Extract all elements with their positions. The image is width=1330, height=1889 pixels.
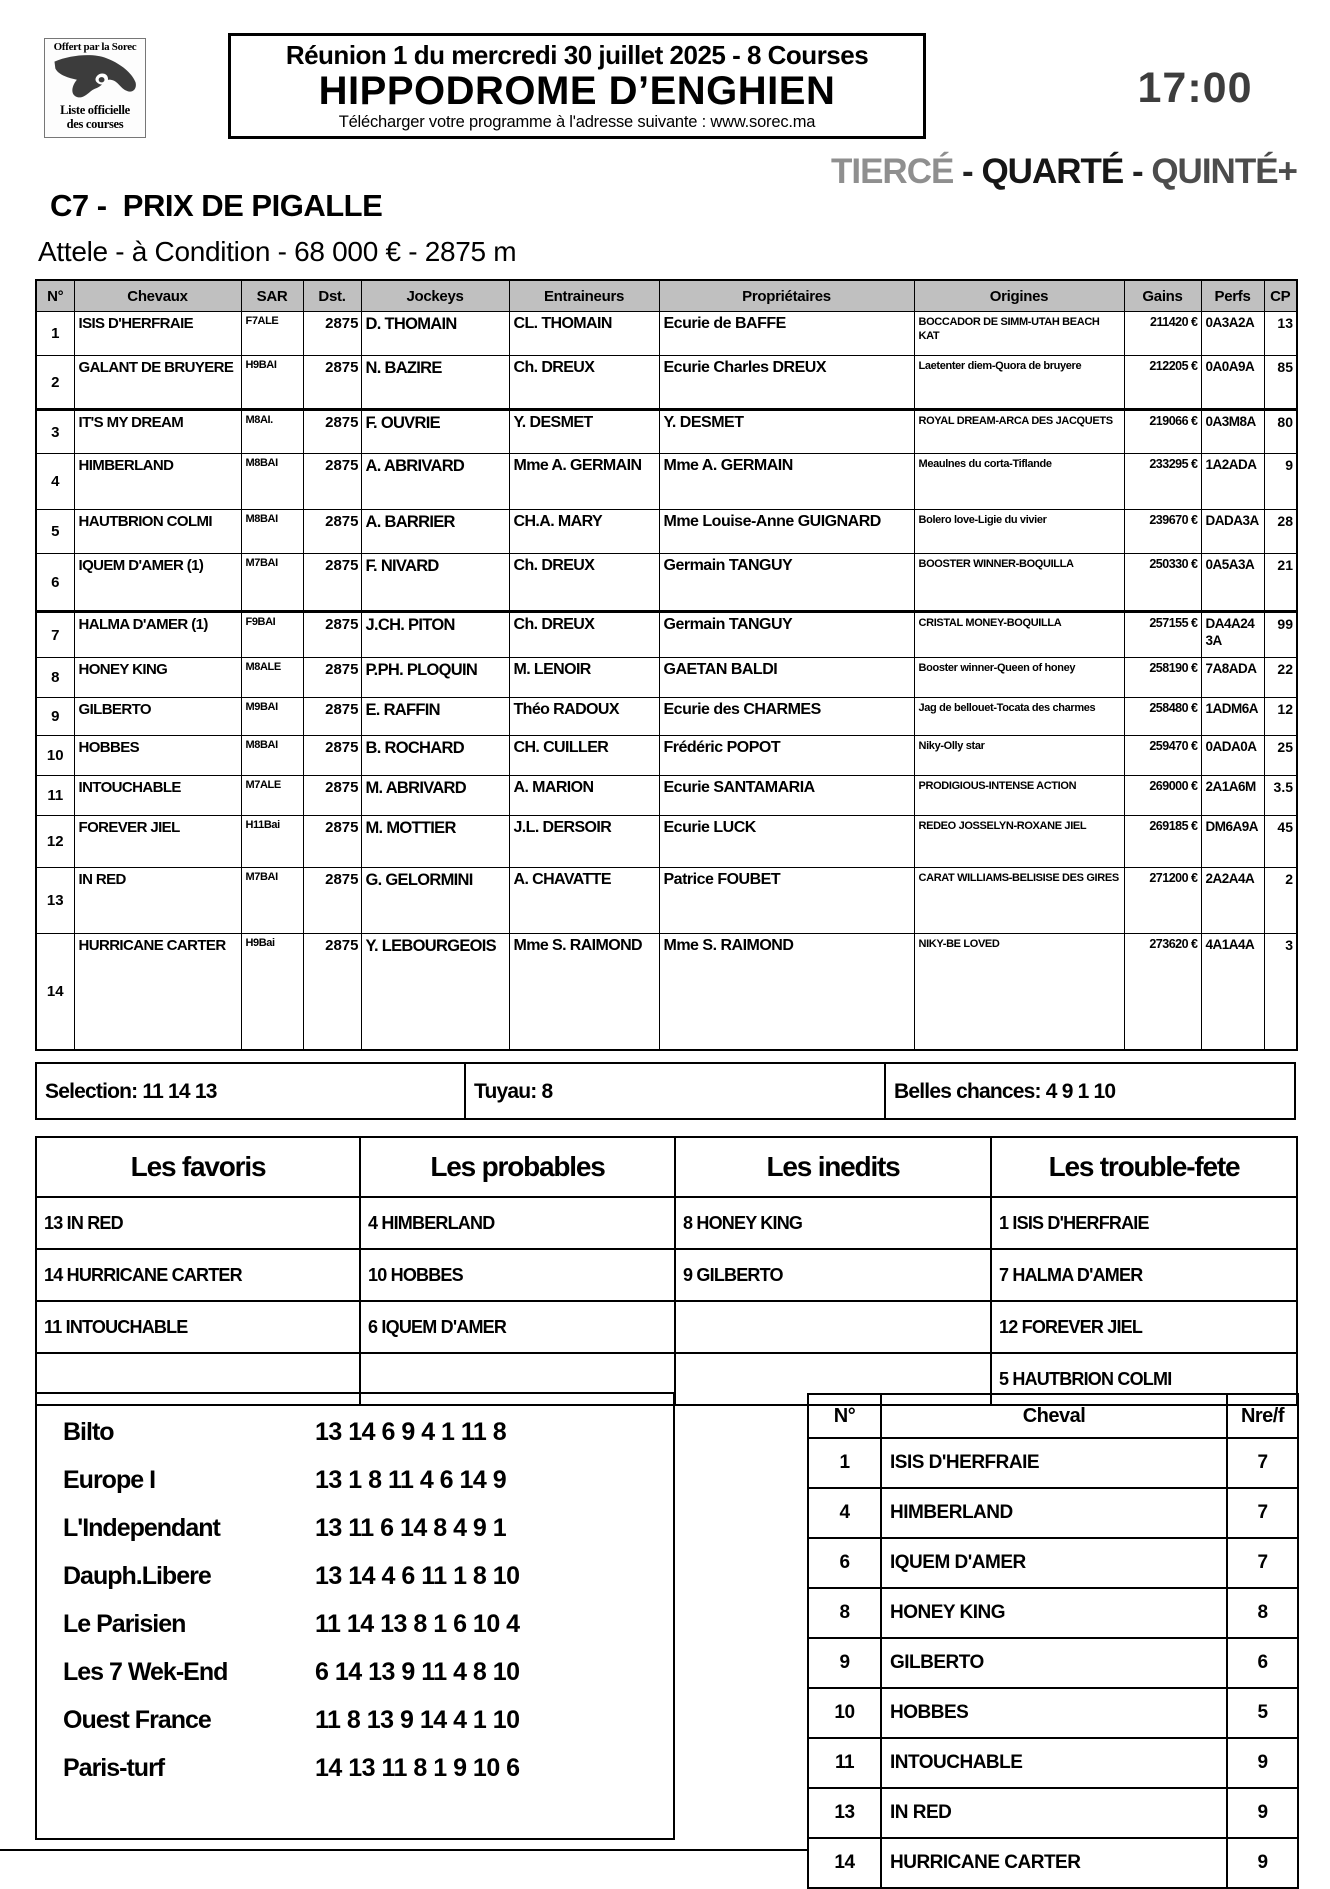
runner-number: 9 <box>36 698 74 736</box>
col-header-jockeys: Jockeys <box>361 280 509 312</box>
press-picks-numbers: 6 14 13 9 11 4 8 10 <box>315 1657 520 1686</box>
partants-header-row <box>808 1394 1298 1438</box>
runner-perfs: 1A2ADA <box>1201 454 1264 510</box>
bet-types-line <box>831 152 1297 192</box>
runner-row <box>36 658 1297 698</box>
race-start-time: 17:00 <box>1137 64 1253 112</box>
sorec-horse-icon <box>45 53 145 103</box>
partants-horse-name: IQUEM D'AMER <box>881 1538 1227 1588</box>
partants-horse-name: HURRICANE CARTER <box>881 1838 1227 1888</box>
runner-origins: Niky-Olly star <box>914 736 1124 776</box>
runner-perfs: 2A2A4A <box>1201 868 1264 934</box>
runner-horse-name: HALMA D'AMER (1) <box>74 612 241 658</box>
runner-owner: Ecurie Charles DREUX <box>659 356 914 410</box>
runner-owner: Ecurie des CHARMES <box>659 698 914 736</box>
runner-trainer: J.L. DERSOIR <box>509 816 659 868</box>
runner-sar: M7BAI <box>241 554 303 612</box>
runner-owner: Mme A. GERMAIN <box>659 454 914 510</box>
runner-distance: 2875 <box>303 658 361 698</box>
runner-owner: Germain TANGUY <box>659 612 914 658</box>
runner-jockey: D. THOMAIN <box>361 312 509 356</box>
runner-origins: BOOSTER WINNER-BOQUILLA <box>914 554 1124 612</box>
race-conditions: Attele - à Condition - 68 000 € - 2875 m <box>38 236 517 267</box>
runner-jockey: E. RAFFIN <box>361 698 509 736</box>
partants-row <box>808 1638 1298 1688</box>
runner-number: 1 <box>36 312 74 356</box>
runner-jockey: M. MOTTIER <box>361 816 509 868</box>
runner-horse-name: INTOUCHABLE <box>74 776 241 816</box>
press-row <box>37 1456 673 1504</box>
hippodrome-name: HIPPODROME D’ENGHIEN <box>318 69 836 114</box>
bet-tierce: TIERCÉ <box>830 152 954 191</box>
runner-sar: M8AI. <box>241 410 303 454</box>
runner-sar: H9BAI <box>241 356 303 410</box>
partants-number: 10 <box>808 1688 881 1738</box>
partants-section <box>807 1393 1299 1889</box>
press-row <box>37 1744 673 1792</box>
runner-origins: CRISTAL MONEY-BOQUILLA <box>914 612 1124 658</box>
runner-cp: 13 <box>1264 312 1297 356</box>
partants-runs-count: 6 <box>1227 1638 1298 1688</box>
runner-number: 2 <box>36 356 74 410</box>
runner-row <box>36 410 1297 454</box>
sorec-logo-box <box>44 38 146 138</box>
partants-number: 11 <box>808 1738 881 1788</box>
press-newspaper-name: Paris-turf <box>63 1753 165 1782</box>
partants-runs-count: 9 <box>1227 1738 1298 1788</box>
runner-distance: 2875 <box>303 868 361 934</box>
runner-row <box>36 934 1297 1051</box>
partants-row <box>808 1488 1298 1538</box>
belles-chances-cell: Belles chances: 4 9 1 10 <box>884 1064 1294 1118</box>
runner-owner: Y. DESMET <box>659 410 914 454</box>
inedits-cell: 9 GILBERTO <box>675 1249 991 1301</box>
partants-runs-count: 7 <box>1227 1488 1298 1538</box>
runner-earnings: 211420 € <box>1124 312 1201 356</box>
runner-row <box>36 312 1297 356</box>
runner-earnings: 259470 € <box>1124 736 1201 776</box>
press-picks-numbers: 11 14 13 8 1 6 10 4 <box>315 1609 520 1638</box>
runner-earnings: 233295 € <box>1124 454 1201 510</box>
press-newspaper-name: Europe I <box>63 1465 156 1494</box>
partants-horse-name: ISIS D'HERFRAIE <box>881 1438 1227 1488</box>
runner-origins: Booster winner-Queen of honey <box>914 658 1124 698</box>
pronostics-header-row <box>36 1137 1297 1197</box>
runner-earnings: 269000 € <box>1124 776 1201 816</box>
runner-owner: Patrice FOUBET <box>659 868 914 934</box>
runner-horse-name: HIMBERLAND <box>74 454 241 510</box>
press-picks-numbers: 13 1 8 11 4 6 14 9 <box>315 1465 507 1494</box>
runner-horse-name: HONEY KING <box>74 658 241 698</box>
bet-separator: - <box>1123 152 1152 191</box>
partants-col-number: N° <box>808 1394 881 1438</box>
runner-sar: M8BAI <box>241 454 303 510</box>
header-les-trouble-fete: Les trouble-fete <box>991 1137 1297 1197</box>
selection-bar <box>35 1062 1296 1120</box>
press-newspaper-name: L'Independant <box>63 1513 220 1542</box>
runner-trainer: A. MARION <box>509 776 659 816</box>
runner-row <box>36 868 1297 934</box>
runner-trainer: Théo RADOUX <box>509 698 659 736</box>
runner-cp: 99 <box>1264 612 1297 658</box>
runners-table-wrap <box>35 279 1296 1051</box>
runner-perfs: 0A0A9A <box>1201 356 1264 410</box>
press-newspaper-name: Les 7 Wek-End <box>63 1657 228 1686</box>
header-les-probables: Les probables <box>360 1137 675 1197</box>
runner-jockey: J.CH. PITON <box>361 612 509 658</box>
runner-cp: 25 <box>1264 736 1297 776</box>
runner-horse-name: IQUEM D'AMER (1) <box>74 554 241 612</box>
runner-distance: 2875 <box>303 454 361 510</box>
runner-origins: PRODIGIOUS-INTENSE ACTION <box>914 776 1124 816</box>
partants-row <box>808 1688 1298 1738</box>
runner-trainer: M. LENOIR <box>509 658 659 698</box>
runner-number: 12 <box>36 816 74 868</box>
col-header-perfs: Perfs <box>1201 280 1264 312</box>
runner-cp: 28 <box>1264 510 1297 554</box>
runner-horse-name: GALANT DE BRUYERE <box>74 356 241 410</box>
runner-earnings: 269185 € <box>1124 816 1201 868</box>
bet-quarte: QUARTÉ <box>981 152 1124 191</box>
favoris-cell: 11 INTOUCHABLE <box>36 1301 360 1353</box>
partants-number: 4 <box>808 1488 881 1538</box>
runner-number: 5 <box>36 510 74 554</box>
runner-sar: H9Bai <box>241 934 303 1051</box>
runner-distance: 2875 <box>303 934 361 1051</box>
runner-sar: F7ALE <box>241 312 303 356</box>
runner-origins: Jag de bellouet-Tocata des charmes <box>914 698 1124 736</box>
runner-distance: 2875 <box>303 698 361 736</box>
runner-horse-name: HURRICANE CARTER <box>74 934 241 1051</box>
runner-earnings: 219066 € <box>1124 410 1201 454</box>
runner-trainer: A. CHAVATTE <box>509 868 659 934</box>
page-bottom-rule <box>0 1849 808 1851</box>
runner-earnings: 239670 € <box>1124 510 1201 554</box>
runner-distance: 2875 <box>303 554 361 612</box>
partants-number: 1 <box>808 1438 881 1488</box>
runner-cp: 3 <box>1264 934 1297 1051</box>
partants-runs-count: 8 <box>1227 1588 1298 1638</box>
runner-cp: 2 <box>1264 868 1297 934</box>
partants-horse-name: IN RED <box>881 1788 1227 1838</box>
runner-distance: 2875 <box>303 356 361 410</box>
col-header-cp: CP <box>1264 280 1297 312</box>
col-header-entraineurs: Entraineurs <box>509 280 659 312</box>
runner-horse-name: IT'S MY DREAM <box>74 410 241 454</box>
horse-head-icon <box>51 53 139 103</box>
partants-row <box>808 1788 1298 1838</box>
runner-owner: Frédéric POPOT <box>659 736 914 776</box>
partants-table <box>807 1393 1299 1889</box>
press-picks-numbers: 13 14 4 6 11 1 8 10 <box>315 1561 520 1590</box>
press-row <box>37 1600 673 1648</box>
runner-number: 11 <box>36 776 74 816</box>
runner-owner: Germain TANGUY <box>659 554 914 612</box>
runner-sar: M8BAI <box>241 736 303 776</box>
runner-distance: 2875 <box>303 612 361 658</box>
press-row <box>37 1696 673 1744</box>
press-newspaper-name: Le Parisien <box>63 1609 186 1638</box>
col-header-sar: SAR <box>241 280 303 312</box>
partants-col-nref: Nre/f <box>1227 1394 1298 1438</box>
runner-number: 4 <box>36 454 74 510</box>
runner-perfs: 0A5A3A <box>1201 554 1264 612</box>
meeting-header-box <box>228 33 926 139</box>
runner-sar: M9BAI <box>241 698 303 736</box>
runner-perfs: DA4A243A <box>1201 612 1264 658</box>
runner-origins: NIKY-BE LOVED <box>914 934 1124 1051</box>
partants-col-cheval: Cheval <box>881 1394 1227 1438</box>
runner-origins: BOCCADOR DE SIMM-UTAH BEACH KAT <box>914 312 1124 356</box>
runner-perfs: 0A3M8A <box>1201 410 1264 454</box>
runner-trainer: Mme S. RAIMOND <box>509 934 659 1051</box>
runners-table <box>35 279 1298 1051</box>
logo-caption-top: Offert par la Sorec <box>53 41 137 53</box>
press-picks-numbers: 14 13 11 8 1 9 10 6 <box>315 1753 520 1782</box>
runner-owner: Ecurie de BAFFE <box>659 312 914 356</box>
bet-quinte: QUINTÉ+ <box>1151 152 1297 191</box>
runner-owner: Mme S. RAIMOND <box>659 934 914 1051</box>
partants-runs-count: 7 <box>1227 1538 1298 1588</box>
runner-trainer: CL. THOMAIN <box>509 312 659 356</box>
runner-trainer: Mme A. GERMAIN <box>509 454 659 510</box>
partants-horse-name: HIMBERLAND <box>881 1488 1227 1538</box>
press-newspaper-name: Dauph.Libere <box>63 1561 211 1590</box>
runner-earnings: 258190 € <box>1124 658 1201 698</box>
col-header-chevaux: Chevaux <box>74 280 241 312</box>
runner-sar: M7BAI <box>241 868 303 934</box>
press-picks-box <box>35 1392 675 1840</box>
bet-separator: - <box>953 152 982 191</box>
runner-distance: 2875 <box>303 736 361 776</box>
runner-perfs: 0ADA0A <box>1201 736 1264 776</box>
partants-number: 9 <box>808 1638 881 1688</box>
runner-number: 13 <box>36 868 74 934</box>
race-title: C7 - PRIX DE PIGALLE <box>50 188 383 223</box>
runner-horse-name: FOREVER JIEL <box>74 816 241 868</box>
partants-runs-count: 9 <box>1227 1788 1298 1838</box>
favoris-cell: 14 HURRICANE CARTER <box>36 1249 360 1301</box>
runner-perfs: 1ADM6A <box>1201 698 1264 736</box>
runner-jockey: A. BARRIER <box>361 510 509 554</box>
header-les-favoris: Les favoris <box>36 1137 360 1197</box>
runner-row <box>36 356 1297 410</box>
runner-number: 14 <box>36 934 74 1051</box>
partants-horse-name: INTOUCHABLE <box>881 1738 1227 1788</box>
logo-caption-line1: Liste officielle <box>60 103 130 117</box>
pronostics-table <box>35 1136 1298 1406</box>
press-newspaper-name: Ouest France <box>63 1705 211 1734</box>
runner-row <box>36 816 1297 868</box>
partants-runs-count: 5 <box>1227 1688 1298 1738</box>
col-header-proprietaires: Propriétaires <box>659 280 914 312</box>
inedits-cell: 8 HONEY KING <box>675 1197 991 1249</box>
meeting-title: Réunion 1 du mercredi 30 juillet 2025 - 8 Courses <box>285 40 869 71</box>
press-row <box>37 1552 673 1600</box>
runner-origins: ROYAL DREAM-ARCA DES JACQUETS <box>914 410 1124 454</box>
runner-cp: 9 <box>1264 454 1297 510</box>
runner-sar: H11Bai <box>241 816 303 868</box>
runner-row <box>36 776 1297 816</box>
press-row <box>37 1648 673 1696</box>
runner-row <box>36 554 1297 612</box>
partants-row <box>808 1738 1298 1788</box>
runner-perfs: 0A3A2A <box>1201 312 1264 356</box>
col-header-dst: Dst. <box>303 280 361 312</box>
tuyau-cell: Tuyau: 8 <box>464 1064 884 1118</box>
runner-perfs: 7A8ADA <box>1201 658 1264 698</box>
runner-row <box>36 454 1297 510</box>
press-row <box>37 1504 673 1552</box>
partants-number: 8 <box>808 1588 881 1638</box>
runner-trainer: CH. CUILLER <box>509 736 659 776</box>
runner-trainer: Ch. DREUX <box>509 612 659 658</box>
partants-row <box>808 1438 1298 1488</box>
runner-distance: 2875 <box>303 510 361 554</box>
probables-cell: 10 HOBBES <box>360 1249 675 1301</box>
runner-earnings: 271200 € <box>1124 868 1201 934</box>
runner-cp: 45 <box>1264 816 1297 868</box>
runner-earnings: 250330 € <box>1124 554 1201 612</box>
col-header-origines: Origines <box>914 280 1124 312</box>
partants-row <box>808 1538 1298 1588</box>
runner-sar: M8BAI <box>241 510 303 554</box>
runner-perfs: 2A1A6M <box>1201 776 1264 816</box>
runner-owner: Mme Louise-Anne GUIGNARD <box>659 510 914 554</box>
runner-trainer: Y. DESMET <box>509 410 659 454</box>
runner-jockey: F. OUVRIE <box>361 410 509 454</box>
runner-owner: Ecurie LUCK <box>659 816 914 868</box>
partants-number: 13 <box>808 1788 881 1838</box>
runner-cp: 21 <box>1264 554 1297 612</box>
probables-cell: 6 IQUEM D'AMER <box>360 1301 675 1353</box>
runner-row <box>36 736 1297 776</box>
runner-number: 6 <box>36 554 74 612</box>
header-les-inedits: Les inedits <box>675 1137 991 1197</box>
trouble-fete-cell: 7 HALMA D'AMER <box>991 1249 1297 1301</box>
trouble-fete-cell: 12 FOREVER JIEL <box>991 1301 1297 1353</box>
partants-row <box>808 1838 1298 1888</box>
runner-cp: 3.5 <box>1264 776 1297 816</box>
col-header-number: N° <box>36 280 74 312</box>
logo-caption-line2: des courses <box>66 117 124 131</box>
runner-jockey: A. ABRIVARD <box>361 454 509 510</box>
runner-earnings: 212205 € <box>1124 356 1201 410</box>
runner-distance: 2875 <box>303 776 361 816</box>
download-hint: Télécharger votre programme à l'adresse suivante : www.sorec.ma <box>338 112 816 131</box>
probables-cell: 4 HIMBERLAND <box>360 1197 675 1249</box>
runner-trainer: Ch. DREUX <box>509 356 659 410</box>
pronostics-row <box>36 1197 1297 1249</box>
pronostics-row <box>36 1301 1297 1353</box>
press-row <box>37 1408 673 1456</box>
partants-runs-count: 9 <box>1227 1838 1298 1888</box>
inedits-cell <box>675 1301 991 1353</box>
partants-horse-name: GILBERTO <box>881 1638 1227 1688</box>
press-newspaper-name: Bilto <box>63 1417 114 1446</box>
runner-jockey: M. ABRIVARD <box>361 776 509 816</box>
runner-jockey: P.PH. PLOQUIN <box>361 658 509 698</box>
runner-jockey: N. BAZIRE <box>361 356 509 410</box>
runner-jockey: G. GELORMINI <box>361 868 509 934</box>
runner-sar: M7ALE <box>241 776 303 816</box>
runner-sar: F9BAI <box>241 612 303 658</box>
runner-trainer: CH.A. MARY <box>509 510 659 554</box>
trouble-fete-cell: 5 HAUTBRION COLMI <box>991 1353 1297 1405</box>
runner-jockey: Y. LEBOURGEOIS <box>361 934 509 1051</box>
runner-earnings: 257155 € <box>1124 612 1201 658</box>
pronostics-row <box>36 1249 1297 1301</box>
runner-earnings: 258480 € <box>1124 698 1201 736</box>
runner-distance: 2875 <box>303 816 361 868</box>
runner-jockey: F. NIVARD <box>361 554 509 612</box>
runner-cp: 12 <box>1264 698 1297 736</box>
runner-cp: 85 <box>1264 356 1297 410</box>
partants-row <box>808 1588 1298 1638</box>
runner-trainer: Ch. DREUX <box>509 554 659 612</box>
pronostics-section <box>35 1136 1298 1406</box>
runner-distance: 2875 <box>303 312 361 356</box>
partants-number: 6 <box>808 1538 881 1588</box>
runner-number: 3 <box>36 410 74 454</box>
press-picks-numbers: 13 14 6 9 4 1 11 8 <box>315 1417 507 1446</box>
runner-jockey: B. ROCHARD <box>361 736 509 776</box>
runner-sar: M8ALE <box>241 658 303 698</box>
runner-perfs: DADA3A <box>1201 510 1264 554</box>
runner-cp: 80 <box>1264 410 1297 454</box>
press-picks-numbers: 13 11 6 14 8 4 9 1 <box>315 1513 507 1542</box>
runner-number: 8 <box>36 658 74 698</box>
press-picks-numbers: 11 8 13 9 14 4 1 10 <box>315 1705 520 1734</box>
selection-cell: Selection: 11 14 13 <box>45 1080 217 1103</box>
runner-owner: GAETAN BALDI <box>659 658 914 698</box>
runner-number: 7 <box>36 612 74 658</box>
runners-header-row <box>36 280 1297 312</box>
runner-row <box>36 510 1297 554</box>
runner-origins: Laetenter diem-Quora de bruyere <box>914 356 1124 410</box>
runner-origins: Bolero love-Ligie du vivier <box>914 510 1124 554</box>
partants-horse-name: HOBBES <box>881 1688 1227 1738</box>
partants-horse-name: HONEY KING <box>881 1588 1227 1638</box>
partants-number: 14 <box>808 1838 881 1888</box>
favoris-cell: 13 IN RED <box>36 1197 360 1249</box>
runner-distance: 2875 <box>303 410 361 454</box>
runner-perfs: DM6A9A <box>1201 816 1264 868</box>
partants-runs-count: 7 <box>1227 1438 1298 1488</box>
runner-horse-name: HOBBES <box>74 736 241 776</box>
runner-horse-name: GILBERTO <box>74 698 241 736</box>
runner-cp: 22 <box>1264 658 1297 698</box>
runner-horse-name: IN RED <box>74 868 241 934</box>
runner-horse-name: ISIS D'HERFRAIE <box>74 312 241 356</box>
runner-origins: Meaulnes du corta-Tiflande <box>914 454 1124 510</box>
runner-origins: REDEO JOSSELYN-ROXANE JIEL <box>914 816 1124 868</box>
trouble-fete-cell: 1 ISIS D'HERFRAIE <box>991 1197 1297 1249</box>
col-header-gains: Gains <box>1124 280 1201 312</box>
runner-row <box>36 612 1297 658</box>
runner-horse-name: HAUTBRION COLMI <box>74 510 241 554</box>
runner-owner: Ecurie SANTAMARIA <box>659 776 914 816</box>
runner-perfs: 4A1A4A <box>1201 934 1264 1051</box>
runner-number: 10 <box>36 736 74 776</box>
runner-origins: CARAT WILLIAMS-BELISISE DES GIRES <box>914 868 1124 934</box>
runner-row <box>36 698 1297 736</box>
runner-earnings: 273620 € <box>1124 934 1201 1051</box>
